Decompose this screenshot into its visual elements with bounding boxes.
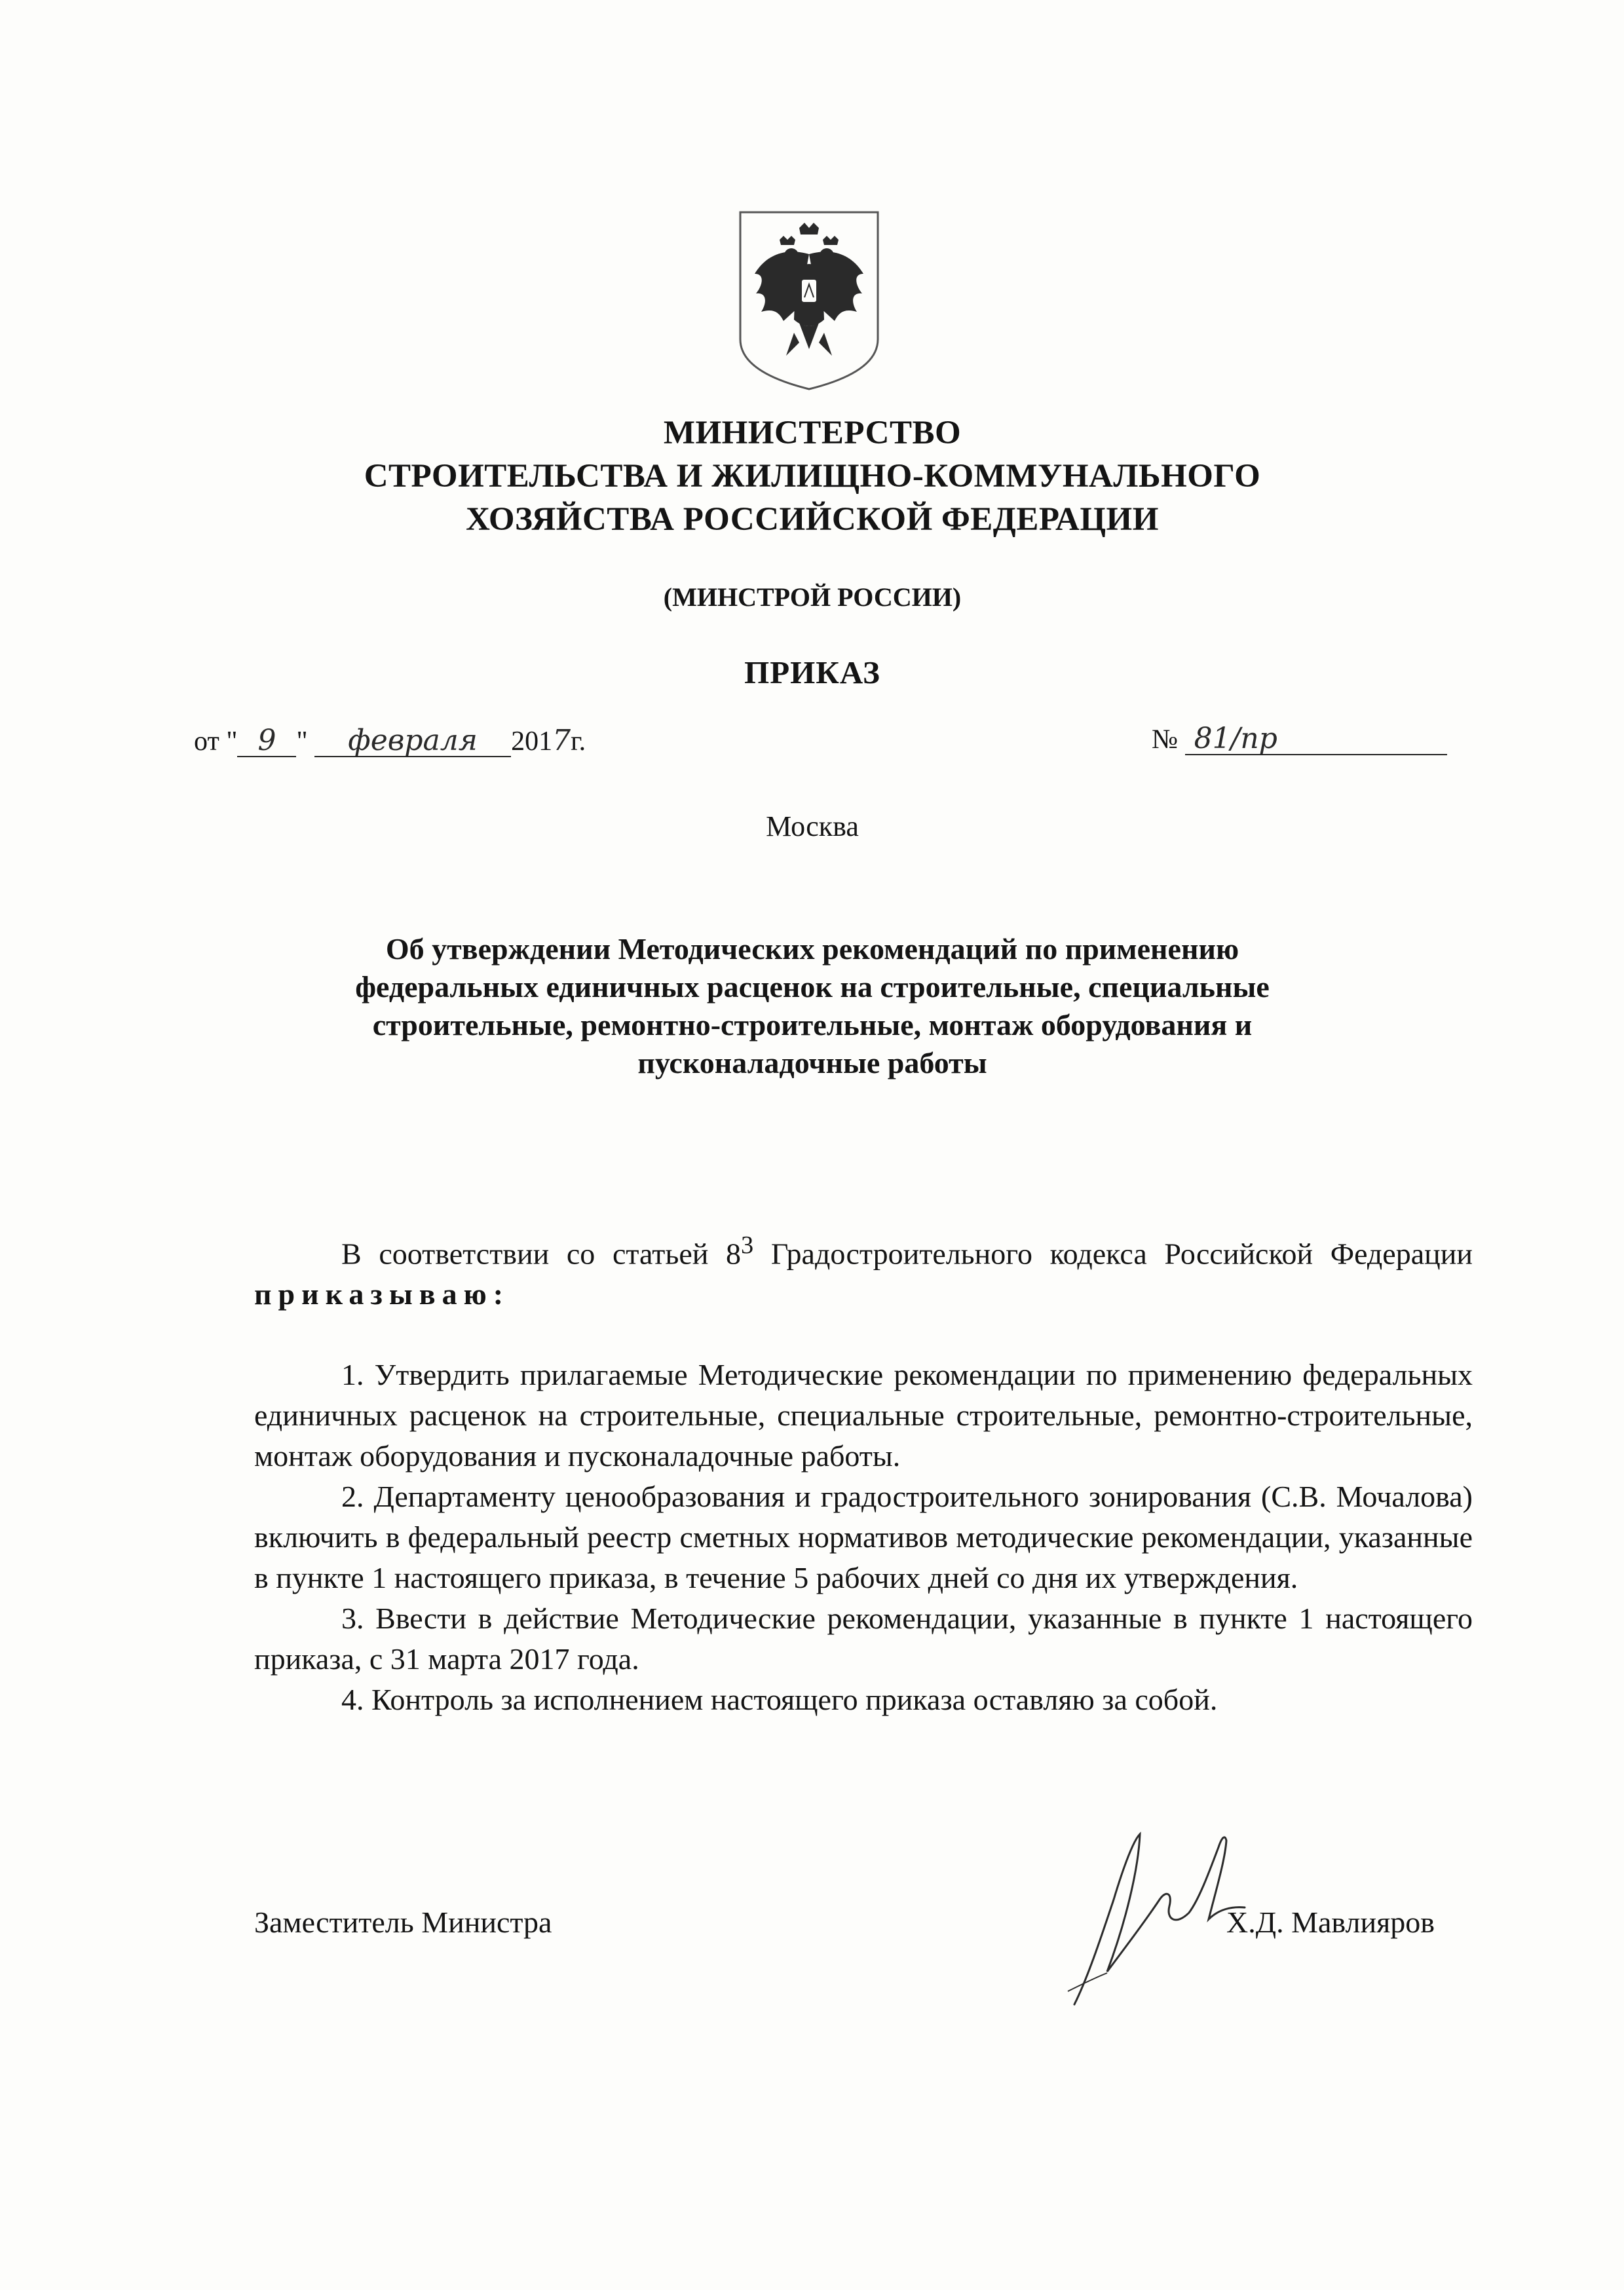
subject-line: федеральных единичных расценок на строительные, специальные <box>355 970 1270 1004</box>
date-quote-open: " <box>226 726 238 757</box>
order-item: 4. Контроль за исполнением настоящего приказа оставляю за собой. <box>341 1683 1218 1716</box>
coat-of-arms-icon <box>734 208 884 392</box>
order-date <box>194 724 586 757</box>
signatory-title: Заместитель Министра <box>254 1905 552 1939</box>
subject-line: пусконаладочные работы <box>637 1046 987 1079</box>
ministry-line: МИНИСТЕРСТВО <box>663 415 962 451</box>
document-title: ПРИКАЗ <box>744 654 880 690</box>
number-value: 81/пр <box>1194 722 1277 755</box>
date-prefix: от <box>194 726 219 757</box>
date-month: февраля <box>348 724 478 757</box>
intro-paragraph <box>254 1225 1473 1315</box>
order-subject <box>262 930 1363 1082</box>
number-label: № <box>1152 724 1179 755</box>
date-year-digit: 7 <box>552 724 571 757</box>
ministry-short-name: (МИНСТРОЙ РОССИИ) <box>663 582 962 612</box>
date-day-field <box>237 726 296 757</box>
subject-line: строительные, ремонтно-строительные, монтаж оборудования и <box>372 1008 1253 1042</box>
date-day: 9 <box>257 724 276 757</box>
signatory-name: Х.Д. Мавлияров <box>1226 1905 1435 1939</box>
date-quote-close: " <box>296 726 308 757</box>
order-items <box>254 1355 1473 1720</box>
intro-text-after: Градостроительного кодекса Российской Федерации <box>753 1237 1473 1271</box>
intro-superscript: 3 <box>741 1231 754 1259</box>
subject-line: Об утверждении Методических рекомендаций по применению <box>385 932 1239 966</box>
ministry-line: СТРОИТЕЛЬСТВА И ЖИЛИЩНО-КОММУНАЛЬНОГО <box>364 458 1261 495</box>
order-item: 3. Ввести в действие Методические рекомендации, указанные в пункте 1 настоящего приказа, с 31 марта 2017 года. <box>254 1602 1473 1676</box>
date-year-prefix: 201 <box>511 726 553 757</box>
number-field <box>1185 724 1447 755</box>
date-month-field <box>314 726 511 757</box>
order-item: 2. Департаменту ценообразования и градостроительного зонирования (С.В. Мочалова) включить в федеральный реестр сметных нормативов методические рекомендации, указанные в пункте 1 настоящего приказа, в течение 5 рабочих дней со дня их утверждения. <box>254 1480 1473 1594</box>
city: Москва <box>766 810 859 842</box>
order-item: 1. Утвердить прилагаемые Методические рекомендации по применению федеральных единичных расценок на строительные, специальные строительные, ремонтно-строительные, монтаж оборудования и пусконаладочные работы. <box>254 1358 1473 1473</box>
intro-text: В соответствии со статьей 8 <box>341 1237 742 1271</box>
order-number <box>1152 724 1447 755</box>
ministry-line: ХОЗЯЙСТВА РОССИЙСКОЙ ФЕДЕРАЦИИ <box>466 501 1159 538</box>
intro-command: приказываю: <box>254 1277 510 1311</box>
date-year-suffix: г. <box>571 726 586 757</box>
ministry-name <box>197 411 1428 541</box>
